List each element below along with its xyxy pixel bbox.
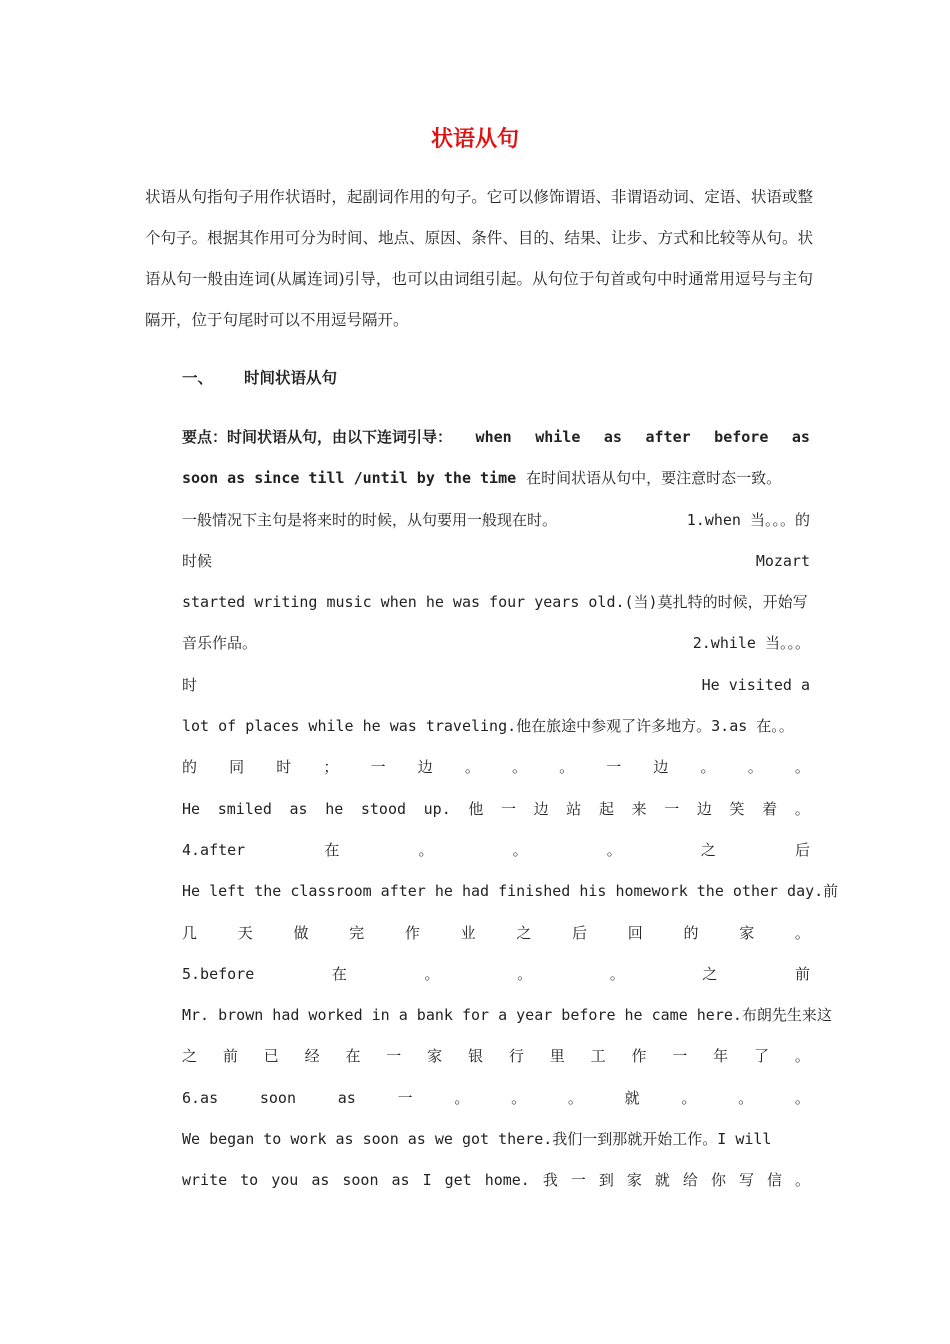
body-text: Mr. brown had worked in a bank for a year before he came here.布朗先生来这 xyxy=(182,1006,832,1025)
body-text: 。 xyxy=(559,758,575,777)
body-line xyxy=(182,665,810,706)
body-text: 。 xyxy=(512,840,528,859)
body-text: 时候 xyxy=(182,551,213,570)
body-text: 之 xyxy=(702,964,718,983)
body-text: 业 xyxy=(460,923,476,942)
body-text: 2.while 当。。。 xyxy=(692,634,810,653)
body-text: 之 xyxy=(516,923,532,942)
body-text: 之 xyxy=(182,1047,198,1066)
body-text: 。 xyxy=(794,799,810,818)
body-text: He xyxy=(182,799,201,818)
body-line xyxy=(182,1119,810,1160)
body-text: 。 xyxy=(517,964,533,983)
body-text: 在 xyxy=(324,840,340,859)
body-text: to xyxy=(240,1171,259,1190)
body-text: soon xyxy=(342,1171,379,1190)
body-text: smiled xyxy=(217,799,272,818)
body-line xyxy=(182,623,810,664)
body-text: 。 xyxy=(794,1047,810,1066)
body-text: 前 xyxy=(222,1047,238,1066)
body-text: 一 xyxy=(570,1171,586,1190)
body-text: 边 xyxy=(417,758,433,777)
conjunction-list: soon as since till /until by the time xyxy=(182,469,517,488)
body-text: 。 xyxy=(794,1088,810,1107)
body-text: 一 xyxy=(397,1088,413,1107)
body-text: he xyxy=(325,799,344,818)
body-text: lot of places while he was traveling.他在旅途中参观了许多地方。3.as 在。。 xyxy=(182,717,794,736)
body-text: 时 xyxy=(276,758,292,777)
body-text: 。 xyxy=(794,923,810,942)
body-text: 笑 xyxy=(729,799,745,818)
body-text: 。 xyxy=(606,840,622,859)
body-text: soon xyxy=(259,1088,296,1107)
body-text: before xyxy=(714,428,769,446)
body-text: 在 xyxy=(345,1047,361,1066)
body-text: while xyxy=(535,428,581,446)
intro-paragraph xyxy=(145,177,813,341)
body-text: stood xyxy=(360,799,407,818)
body-text: started writing music when he was four years old.(当)莫扎特的时候，开始写 xyxy=(182,593,808,612)
body-text: 一 xyxy=(664,799,680,818)
body-line xyxy=(182,747,810,788)
body-line xyxy=(182,1078,810,1119)
section-heading xyxy=(182,366,337,388)
body-text: when xyxy=(475,428,512,446)
body-text: 一 xyxy=(606,758,622,777)
body-text: 。 xyxy=(511,758,527,777)
body-text: as xyxy=(391,1171,410,1190)
body-text: 一 xyxy=(386,1047,402,1066)
body-text: 后 xyxy=(572,923,588,942)
body-text: 在 xyxy=(331,964,347,983)
body-text: you xyxy=(271,1171,299,1190)
body-text: 要点：时间状语从句，由以下连词引导： xyxy=(182,428,453,446)
body-text: 给 xyxy=(682,1171,698,1190)
body-text: 。 xyxy=(609,964,625,983)
body-text: 已 xyxy=(263,1047,279,1066)
body-text: 信 xyxy=(766,1171,782,1190)
body-text: 写 xyxy=(738,1171,754,1190)
body-text: 作 xyxy=(631,1047,647,1066)
body-text: 边 xyxy=(696,799,712,818)
body-text: as xyxy=(603,428,622,446)
body-text: 就 xyxy=(624,1088,640,1107)
body-line xyxy=(182,789,810,830)
body-text: up. xyxy=(423,799,451,818)
body-line xyxy=(182,458,810,499)
body-text: 在时间状语从句中，要注意时态一致。 xyxy=(526,469,782,488)
body-text: 前 xyxy=(794,964,810,983)
body-text: 他 xyxy=(468,799,484,818)
body-text: 站 xyxy=(566,799,582,818)
body-line xyxy=(182,500,810,541)
body-text: get xyxy=(444,1171,472,1190)
body-text: 。 xyxy=(418,840,434,859)
body-text: 做 xyxy=(293,923,309,942)
body-line xyxy=(182,1036,810,1077)
body-text: I xyxy=(422,1171,432,1190)
body-text: 5.before xyxy=(182,964,255,983)
body-line xyxy=(182,954,810,995)
body-text: write xyxy=(182,1171,228,1190)
body-text: 了 xyxy=(754,1047,770,1066)
body-text: 。 xyxy=(511,1088,527,1107)
body-text: 家 xyxy=(739,923,755,942)
body-line xyxy=(182,1160,810,1201)
body-line xyxy=(182,995,832,1036)
body-text: as xyxy=(311,1171,330,1190)
body-text: 一 xyxy=(672,1047,688,1066)
body-text: 。 xyxy=(464,758,480,777)
section-body xyxy=(182,417,839,1202)
body-text: 。 xyxy=(794,758,810,777)
body-text: home. xyxy=(484,1171,530,1190)
body-text: 就 xyxy=(654,1171,670,1190)
body-text: Mozart xyxy=(755,551,810,570)
body-text: 家 xyxy=(427,1047,443,1066)
body-text: 一 xyxy=(370,758,386,777)
body-text: 银 xyxy=(468,1047,484,1066)
body-text: 作 xyxy=(404,923,420,942)
body-text: 年 xyxy=(713,1047,729,1066)
body-text: 之 xyxy=(700,840,716,859)
body-text: 。 xyxy=(567,1088,583,1107)
body-text: 一 xyxy=(501,799,517,818)
body-text: 。 xyxy=(738,1088,754,1107)
body-line xyxy=(182,871,839,912)
body-text: 行 xyxy=(508,1047,524,1066)
body-text: He left the classroom after he had finished his homework the other day.前 xyxy=(182,882,839,901)
body-text: 的 xyxy=(182,758,198,777)
body-text: We began to work as soon as we got there.我们一到那就开始工作。I will xyxy=(182,1130,772,1149)
body-text: 同 xyxy=(229,758,245,777)
body-text: 几 xyxy=(182,923,198,942)
body-line xyxy=(182,913,810,954)
body-text: 音乐作品。 xyxy=(182,634,258,653)
body-text: 经 xyxy=(304,1047,320,1066)
body-text: 。 xyxy=(424,964,440,983)
body-line xyxy=(182,417,810,458)
body-text: 着 xyxy=(762,799,778,818)
intro-text: 状语从句指句子用作状语时，起副词作用的句子。它可以修饰谓语、非谓语动词、定语、状语或整个句子。根据其作用可分为时间、地点、原因、条件、目的、结果、让步、方式和比较等从句。状语从句一般由连词(从属连词)引导，也可以由词组引起。从句位于句首或句中时通常用逗号与主句隔开，位于句尾时可以不用逗号隔开。 xyxy=(145,188,813,329)
body-text: 起 xyxy=(598,799,614,818)
body-text: as xyxy=(791,428,810,446)
body-text: 回 xyxy=(627,923,643,942)
body-line xyxy=(182,541,810,582)
body-text: 到 xyxy=(598,1171,614,1190)
body-text: as xyxy=(337,1088,356,1107)
page-title: 状语从句 xyxy=(430,127,519,152)
body-text: 一般情况下主句是将来时的时候，从句要用一般现在时。 xyxy=(182,510,558,529)
body-text: ； xyxy=(323,758,339,777)
body-text: 。 xyxy=(747,758,763,777)
body-text: 来 xyxy=(631,799,647,818)
body-text: 家 xyxy=(626,1171,642,1190)
body-text: 你 xyxy=(710,1171,726,1190)
body-text: 后 xyxy=(794,840,810,859)
body-text: 边 xyxy=(653,758,669,777)
body-text: 4.after xyxy=(182,840,246,859)
body-line xyxy=(182,706,810,747)
body-text: after xyxy=(645,428,691,446)
body-text: as xyxy=(289,799,308,818)
body-line xyxy=(182,582,810,623)
body-text: 6.as xyxy=(182,1088,219,1107)
body-text: 的 xyxy=(683,923,699,942)
body-text: 完 xyxy=(349,923,365,942)
body-text: 工 xyxy=(590,1047,606,1066)
body-text: 边 xyxy=(533,799,549,818)
body-text: 。 xyxy=(794,1171,810,1190)
body-text: 里 xyxy=(549,1047,565,1066)
body-text: 。 xyxy=(700,758,716,777)
section-title: 时间状语从句 xyxy=(244,369,338,387)
body-line xyxy=(182,830,810,871)
body-text: 1.when 当。。。的 xyxy=(686,510,810,529)
body-text: He visited a xyxy=(701,675,810,694)
body-text: 时 xyxy=(182,675,198,694)
body-text: 天 xyxy=(237,923,253,942)
body-text: 。 xyxy=(681,1088,697,1107)
section-number: 一、 xyxy=(182,369,214,387)
body-text: 我 xyxy=(542,1171,558,1190)
body-text: 。 xyxy=(454,1088,470,1107)
